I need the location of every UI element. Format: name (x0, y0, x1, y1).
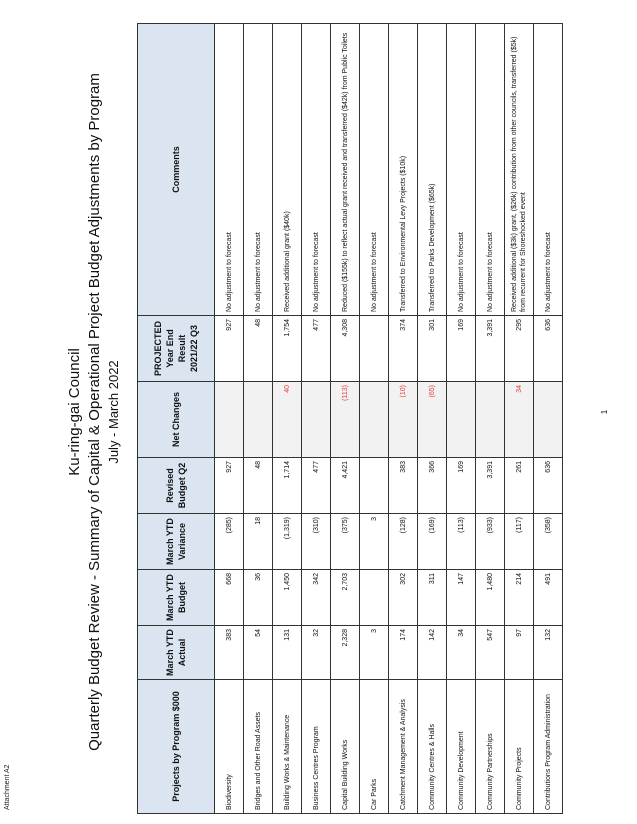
header-net: Net Changes (138, 382, 215, 458)
table-row (273, 24, 302, 814)
cell-net (360, 382, 389, 458)
cell-revised: 927 (215, 458, 244, 514)
cell-budget: 491 (534, 570, 563, 626)
cell-program: Community Development (447, 680, 476, 814)
cell-budget: 147 (447, 570, 476, 626)
cell-revised (360, 458, 389, 514)
cell-projected: 295 (505, 316, 534, 382)
cell-net: (65) (418, 382, 447, 458)
cell-net: 40 (273, 382, 302, 458)
table-row (360, 24, 389, 814)
cell-program: Capital Building Works (331, 680, 360, 814)
cell-actual: 3 (360, 626, 389, 680)
cell-net (215, 382, 244, 458)
table-row (331, 24, 360, 814)
cell-net: 34 (505, 382, 534, 458)
header-actual: March YTD Actual (138, 626, 215, 680)
page-number: 1 (600, 409, 609, 415)
cell-revised: 169 (447, 458, 476, 514)
cell-comments: No adjustment to forecast (534, 24, 563, 316)
cell-variance: (310) (302, 514, 331, 570)
cell-revised: 4,421 (331, 458, 360, 514)
cell-program: Catchment Management & Analysis (389, 680, 418, 814)
attachment-label: Attachment A2 (4, 764, 11, 810)
cell-actual: 32 (302, 626, 331, 680)
cell-budget: 668 (215, 570, 244, 626)
cell-variance: (113) (447, 514, 476, 570)
cell-actual: 34 (447, 626, 476, 680)
header-comments: Comments (138, 24, 215, 316)
cell-actual: 97 (505, 626, 534, 680)
table-row (534, 24, 563, 814)
cell-actual: 131 (273, 626, 302, 680)
cell-comments: No adjustment to forecast (360, 24, 389, 316)
cell-actual: 142 (418, 626, 447, 680)
cell-variance: (933) (476, 514, 505, 570)
cell-projected: 48 (244, 316, 273, 382)
table-row (215, 24, 244, 814)
cell-comments: Reduced ($155k) to reflect actual grant received and transferred ($42k) from Public Toilets (331, 24, 360, 316)
cell-comments: No adjustment to forecast (447, 24, 476, 316)
cell-variance: (285) (215, 514, 244, 570)
cell-projected: 1,754 (273, 316, 302, 382)
cell-net (302, 382, 331, 458)
cell-budget: 2,703 (331, 570, 360, 626)
header-revised: Revised Budget Q2 (138, 458, 215, 514)
cell-program: Contributions Program Administration (534, 680, 563, 814)
cell-program: Building Works & Maintenance (273, 680, 302, 814)
cell-program: Community Projects (505, 680, 534, 814)
cell-projected: 927 (215, 316, 244, 382)
cell-budget: 311 (418, 570, 447, 626)
cell-actual: 132 (534, 626, 563, 680)
cell-budget: 342 (302, 570, 331, 626)
cell-projected: 301 (418, 316, 447, 382)
cell-projected: 374 (389, 316, 418, 382)
cell-comments: No adjustment to forecast (302, 24, 331, 316)
council-title: Ku-ring-gai Council (66, 348, 83, 476)
cell-comments: Received additional grant ($40k) (273, 24, 302, 316)
cell-variance: 18 (244, 514, 273, 570)
cell-budget: 1,480 (476, 570, 505, 626)
cell-projected: 477 (302, 316, 331, 382)
cell-comments: No adjustment to forecast (215, 24, 244, 316)
table-row (418, 24, 447, 814)
table-row (302, 24, 331, 814)
cell-revised: 1,714 (273, 458, 302, 514)
cell-budget: 214 (505, 570, 534, 626)
cell-comments: Transferred to Environmental Levy Projects ($10k) (389, 24, 418, 316)
cell-revised: 261 (505, 458, 534, 514)
table-row (244, 24, 273, 814)
table-row (476, 24, 505, 814)
header-program: Projects by Program $000 (138, 680, 215, 814)
table-row (447, 24, 476, 814)
table-row (389, 24, 418, 814)
cell-variance: (375) (331, 514, 360, 570)
cell-revised: 383 (389, 458, 418, 514)
cell-actual: 547 (476, 626, 505, 680)
cell-comments: Received additional ($3k) grant, ($26k) contribution from other councils, transferred ($5k) from recurrent for Shoreshocked event (505, 24, 534, 316)
cell-revised: 636 (534, 458, 563, 514)
cell-projected: 169 (447, 316, 476, 382)
cell-program: Bridges and Other Road Assets (244, 680, 273, 814)
cell-program: Car Parks (360, 680, 389, 814)
table-body (215, 24, 563, 814)
table-header-row (138, 24, 215, 814)
cell-variance: (1,319) (273, 514, 302, 570)
cell-program: Business Centres Program (302, 680, 331, 814)
cell-actual: 174 (389, 626, 418, 680)
cell-program: Biodiversity (215, 680, 244, 814)
cell-budget: 36 (244, 570, 273, 626)
report-title: Quarterly Budget Review - Summary of Capital & Operational Project Budget Adjustments by Program (86, 73, 103, 751)
cell-program: Community Partnerships (476, 680, 505, 814)
cell-variance: 3 (360, 514, 389, 570)
cell-budget: 1,450 (273, 570, 302, 626)
cell-net: (10) (389, 382, 418, 458)
cell-revised: 3,391 (476, 458, 505, 514)
cell-projected: 636 (534, 316, 563, 382)
cell-net (534, 382, 563, 458)
cell-variance: (169) (418, 514, 447, 570)
cell-variance: (358) (534, 514, 563, 570)
cell-net: (113) (331, 382, 360, 458)
cell-projected: 4,308 (331, 316, 360, 382)
cell-program: Community Centres & Halls (418, 680, 447, 814)
header-projected: PROJECTED Year End Result 2021/22 Q3 (138, 316, 215, 382)
cell-actual: 383 (215, 626, 244, 680)
cell-revised: 477 (302, 458, 331, 514)
budget-adjustments-table (137, 23, 563, 814)
header-budget: March YTD Budget (138, 570, 215, 626)
cell-variance: (128) (389, 514, 418, 570)
table-row (505, 24, 534, 814)
cell-budget (360, 570, 389, 626)
cell-net (476, 382, 505, 458)
cell-projected (360, 316, 389, 382)
cell-comments: Transferred to Parks Development ($65k) (418, 24, 447, 316)
header-variance: March YTD Variance (138, 514, 215, 570)
cell-revised: 366 (418, 458, 447, 514)
cell-budget: 302 (389, 570, 418, 626)
cell-net (447, 382, 476, 458)
cell-projected: 3,391 (476, 316, 505, 382)
cell-actual: 54 (244, 626, 273, 680)
report-period: July - March 2022 (106, 360, 121, 464)
cell-actual: 2,328 (331, 626, 360, 680)
cell-comments: No adjustment to forecast (476, 24, 505, 316)
cell-comments: No adjustment to forecast (244, 24, 273, 316)
cell-variance: (117) (505, 514, 534, 570)
cell-net (244, 382, 273, 458)
cell-revised: 48 (244, 458, 273, 514)
